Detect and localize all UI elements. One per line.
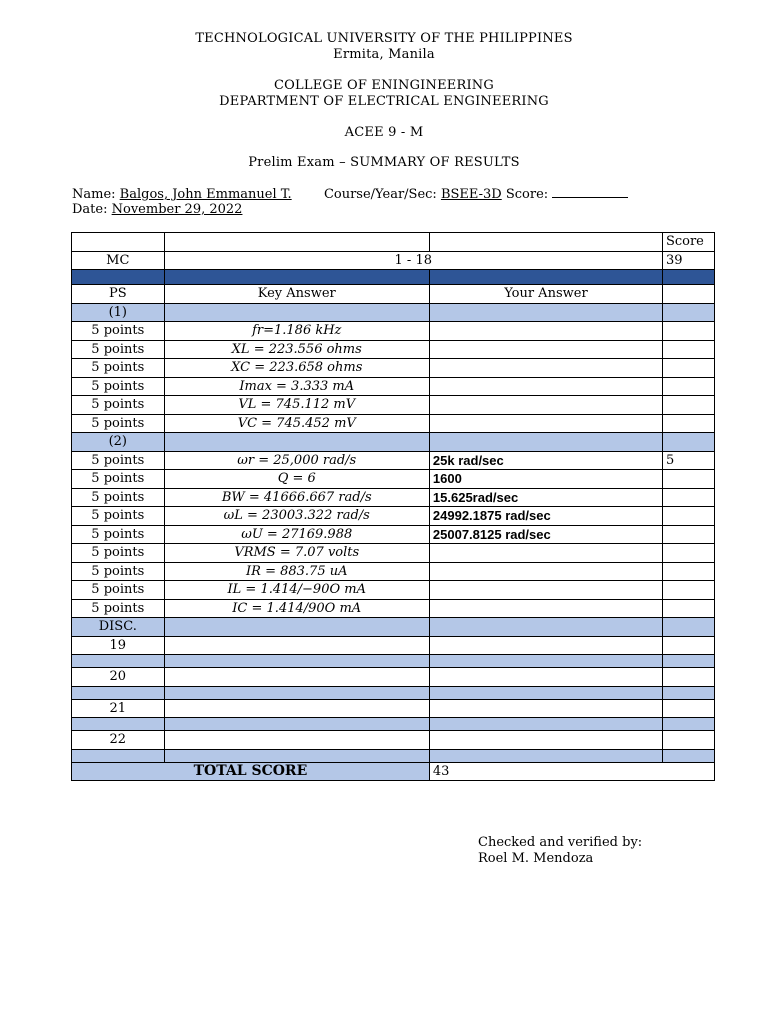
separator-cell xyxy=(429,655,662,668)
key-answer-cell xyxy=(164,731,429,750)
date-value: November 29, 2022 xyxy=(111,202,243,217)
score-cell xyxy=(662,599,714,618)
total-score-label: TOTAL SCORE xyxy=(72,762,430,781)
score-cell xyxy=(662,668,714,687)
your-answer-header: Your Answer xyxy=(429,285,662,304)
score-cell: 5 xyxy=(662,451,714,470)
disc-item-number: 19 xyxy=(72,636,165,655)
separator-cell xyxy=(164,686,429,699)
mc-score: 39 xyxy=(662,251,714,270)
section-2-body xyxy=(72,451,715,618)
score-cell xyxy=(662,322,714,341)
table-row xyxy=(72,488,715,507)
key-answer-cell xyxy=(164,636,429,655)
score-cell xyxy=(662,507,714,526)
key-answer-cell: XL = 223.556 ohms xyxy=(164,340,429,359)
score-cell xyxy=(662,699,714,718)
key-answer-cell: Q = 6 xyxy=(164,470,429,489)
separator-row xyxy=(72,718,715,731)
score-cell xyxy=(662,359,714,378)
disc-row xyxy=(72,618,715,637)
your-answer-cell xyxy=(429,414,662,433)
points-cell: 5 points xyxy=(72,396,165,415)
score-cell xyxy=(662,377,714,396)
total-row xyxy=(72,762,715,781)
separator-row xyxy=(72,749,715,762)
points-cell: 5 points xyxy=(72,488,165,507)
table-row xyxy=(72,562,715,581)
separator-cell xyxy=(164,718,429,731)
table-header-row xyxy=(72,233,715,252)
points-cell: 5 points xyxy=(72,599,165,618)
college-name: COLLEGE OF ENINGINEERING xyxy=(274,78,494,93)
your-answer-cell xyxy=(429,322,662,341)
points-cell: 5 points xyxy=(72,322,165,341)
key-answer-cell: BW = 41666.667 rad/s xyxy=(164,488,429,507)
table-row xyxy=(72,396,715,415)
score-cell xyxy=(662,544,714,563)
score-cell xyxy=(662,340,714,359)
table-row xyxy=(72,668,715,687)
separator-cell xyxy=(662,749,714,762)
key-answer-header: Key Answer xyxy=(164,285,429,304)
disc-body xyxy=(72,636,715,762)
score-cell xyxy=(662,525,714,544)
score-blank xyxy=(552,186,628,198)
points-cell: 5 points xyxy=(72,544,165,563)
your-answer-cell xyxy=(429,396,662,415)
table-row xyxy=(72,414,715,433)
section-1-body xyxy=(72,322,715,433)
key-answer-cell: IL = 1.414/−90O mA xyxy=(164,581,429,600)
key-answer-cell: ωr = 25,000 rad/s xyxy=(164,451,429,470)
score-cell xyxy=(662,731,714,750)
separator-cell xyxy=(662,686,714,699)
points-cell: 5 points xyxy=(72,377,165,396)
disc-item-number: 22 xyxy=(72,731,165,750)
name-label: Name: xyxy=(72,187,116,202)
exam-title: Prelim Exam – SUMMARY OF RESULTS xyxy=(248,155,520,170)
points-cell: 5 points xyxy=(72,562,165,581)
section-2-label: (2) xyxy=(72,433,165,452)
table-row xyxy=(72,507,715,526)
separator-cell xyxy=(72,686,165,699)
table-row xyxy=(72,544,715,563)
score-header: Score xyxy=(662,233,714,252)
separator-cell xyxy=(164,749,429,762)
separator-row xyxy=(72,655,715,668)
divider-row xyxy=(72,270,715,285)
points-cell: 5 points xyxy=(72,507,165,526)
table-row xyxy=(72,699,715,718)
university-location: Ermita, Manila xyxy=(333,47,435,62)
table-row xyxy=(72,599,715,618)
key-answer-cell xyxy=(164,668,429,687)
your-answer-cell xyxy=(429,668,662,687)
mc-label: MC xyxy=(72,251,165,270)
ps-label: PS xyxy=(72,285,165,304)
course-value: BSEE-3D xyxy=(440,187,502,202)
your-answer-cell xyxy=(429,636,662,655)
table-row xyxy=(72,340,715,359)
table-row xyxy=(72,470,715,489)
disc-item-number: 20 xyxy=(72,668,165,687)
score-cell xyxy=(662,470,714,489)
separator-cell xyxy=(72,718,165,731)
points-cell: 5 points xyxy=(72,581,165,600)
score-cell xyxy=(662,562,714,581)
key-answer-cell: VRMS = 7.07 volts xyxy=(164,544,429,563)
points-cell: 5 points xyxy=(72,414,165,433)
your-answer-cell xyxy=(429,699,662,718)
key-answer-cell: IR = 883.75 uA xyxy=(164,562,429,581)
checked-by-label: Checked and verified by: xyxy=(478,835,643,850)
separator-cell xyxy=(72,749,165,762)
separator-cell xyxy=(429,686,662,699)
mc-range: 1 - 18 xyxy=(164,251,662,270)
course-label: Course/Year/Sec: xyxy=(323,187,437,202)
score-label: Score: xyxy=(505,187,549,202)
your-answer-cell: 1600 xyxy=(429,470,662,489)
mc-row xyxy=(72,251,715,270)
your-answer-cell xyxy=(429,544,662,563)
score-cell xyxy=(662,581,714,600)
your-answer-cell xyxy=(429,599,662,618)
key-answer-cell: ωL = 23003.322 rad/s xyxy=(164,507,429,526)
your-answer-cell: 25007.8125 rad/sec xyxy=(429,525,662,544)
separator-cell xyxy=(72,655,165,668)
separator-cell xyxy=(429,718,662,731)
student-name: Balgos, John Emmanuel T. xyxy=(119,187,292,202)
separator-row xyxy=(72,686,715,699)
disc-label: DISC. xyxy=(72,618,165,637)
points-cell: 5 points xyxy=(72,451,165,470)
key-answer-cell: Imax = 3.333 mA xyxy=(164,377,429,396)
score-cell xyxy=(662,414,714,433)
points-cell: 5 points xyxy=(72,340,165,359)
table-row xyxy=(72,525,715,544)
disc-item-number: 21 xyxy=(72,699,165,718)
department-name: DEPARTMENT OF ELECTRICAL ENGINEERING xyxy=(219,94,549,109)
your-answer-cell xyxy=(429,581,662,600)
key-answer-cell: VL = 745.112 mV xyxy=(164,396,429,415)
your-answer-cell xyxy=(429,340,662,359)
points-cell: 5 points xyxy=(72,359,165,378)
results-table xyxy=(71,232,715,781)
your-answer-cell: 24992.1875 rad/sec xyxy=(429,507,662,526)
score-cell xyxy=(662,396,714,415)
table-row xyxy=(72,636,715,655)
ps-header-row xyxy=(72,285,715,304)
separator-cell xyxy=(662,718,714,731)
key-answer-cell: VC = 745.452 mV xyxy=(164,414,429,433)
date-label: Date: xyxy=(72,202,108,217)
score-cell xyxy=(662,488,714,507)
student-info-line xyxy=(72,186,628,202)
your-answer-cell: 25k rad/sec xyxy=(429,451,662,470)
points-cell: 5 points xyxy=(72,470,165,489)
table-row xyxy=(72,451,715,470)
section-1-label: (1) xyxy=(72,303,165,322)
section-2-row xyxy=(72,433,715,452)
verifier-name: Roel M. Mendoza xyxy=(478,851,594,866)
table-row xyxy=(72,731,715,750)
key-answer-cell: XC = 223.658 ohms xyxy=(164,359,429,378)
section-1-row xyxy=(72,303,715,322)
points-cell: 5 points xyxy=(72,525,165,544)
university-name: TECHNOLOGICAL UNIVERSITY OF THE PHILIPPINES xyxy=(195,31,573,46)
table-row xyxy=(72,581,715,600)
table-row xyxy=(72,322,715,341)
table-row xyxy=(72,377,715,396)
key-answer-cell: ωU = 27169.988 xyxy=(164,525,429,544)
table-row xyxy=(72,359,715,378)
your-answer-cell xyxy=(429,359,662,378)
key-answer-cell: IC = 1.414/90O mA xyxy=(164,599,429,618)
your-answer-cell xyxy=(429,562,662,581)
key-answer-cell xyxy=(164,699,429,718)
your-answer-cell xyxy=(429,377,662,396)
total-score-value: 43 xyxy=(429,762,714,781)
key-answer-cell: fr=1.186 kHz xyxy=(164,322,429,341)
separator-cell xyxy=(662,655,714,668)
score-cell xyxy=(662,636,714,655)
date-line xyxy=(72,202,242,217)
your-answer-cell xyxy=(429,731,662,750)
separator-cell xyxy=(429,749,662,762)
your-answer-cell: 15.625rad/sec xyxy=(429,488,662,507)
separator-cell xyxy=(164,655,429,668)
course-code: ACEE 9 - M xyxy=(344,125,424,140)
